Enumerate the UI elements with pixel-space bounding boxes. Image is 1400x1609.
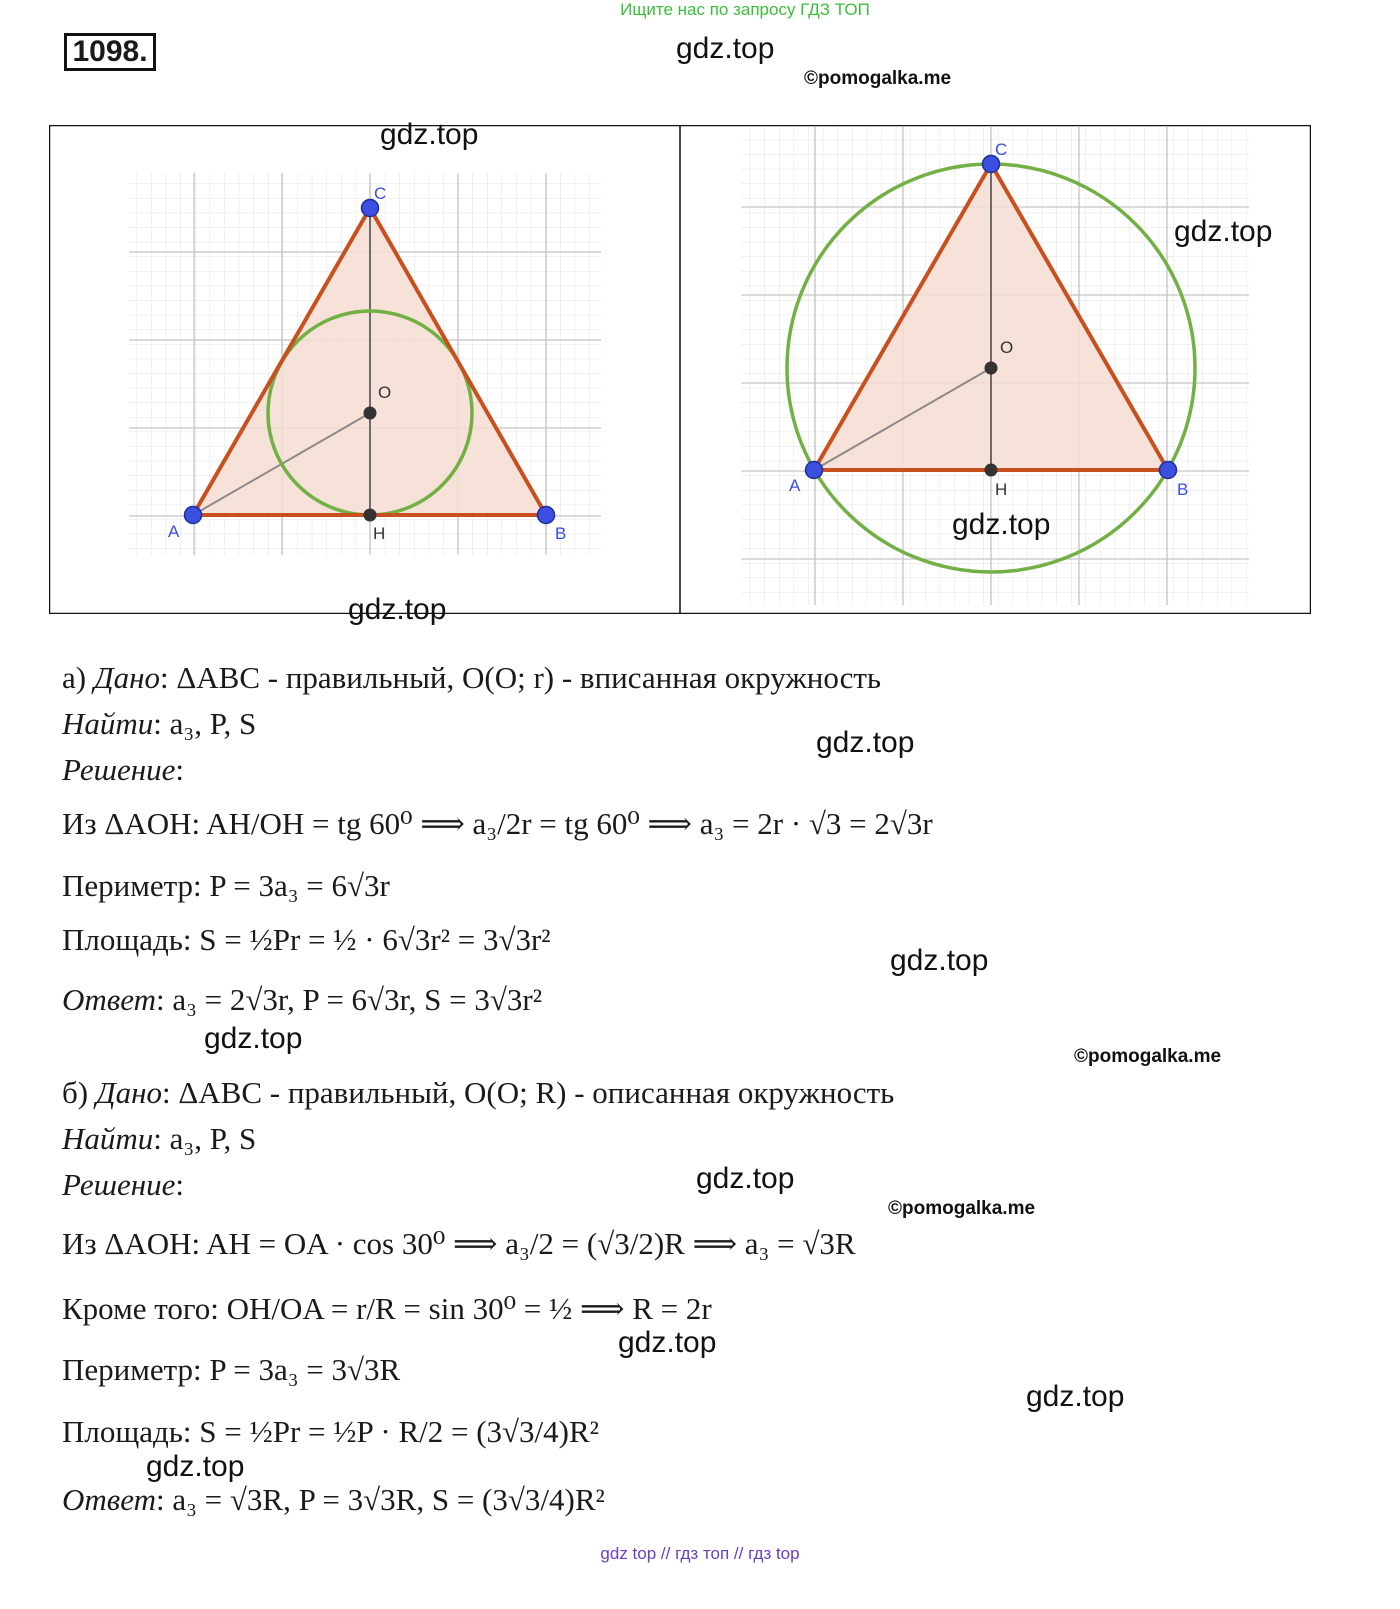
label-o: O: [1000, 338, 1014, 357]
watermark: gdz.top: [1026, 1380, 1125, 1413]
label-b: B: [1177, 480, 1189, 499]
part-b-line3: Периметр: P = 3a₃ = 3√3R: [62, 1352, 401, 1387]
part-b-answer: Ответ: a₃ = √3R, P = 3√3R, S = (3√3/4)R²: [62, 1482, 605, 1517]
watermark: gdz.top: [816, 726, 915, 759]
part-a-answer: Ответ: a₃ = 2√3r, P = 6√3r, S = 3√3r²: [62, 982, 543, 1017]
watermark: gdz.top: [1174, 215, 1273, 248]
point-h: [985, 464, 998, 477]
label-c: C: [995, 140, 1008, 159]
point-a: [185, 507, 202, 524]
label-a: A: [789, 476, 801, 495]
part-a-line1: Из ΔAOH: AH/OH = tg 60⁰ ⟹ a₃/2r = tg 60⁰ ⟹ a₃ = 2r · √3 = 2√3r: [62, 806, 933, 841]
watermark: gdz.top: [696, 1162, 795, 1195]
part-b-line1: Из ΔAOH: AH = OA · cos 30⁰ ⟹ a₃/2 = (√3/2)R ⟹ a₃ = √3R: [62, 1226, 856, 1261]
figures-panel: [49, 125, 1311, 614]
copyright: ©pomogalka.me: [804, 68, 952, 89]
part-a-solution-heading: Решение:: [62, 752, 184, 787]
watermark: gdz.top: [380, 118, 479, 151]
part-a-find: Найти: a₃, P, S: [62, 706, 257, 741]
point-o: [985, 362, 998, 375]
point-b: [1160, 462, 1177, 479]
watermark: gdz.top: [146, 1450, 245, 1483]
part-b-find: Найти: a₃, P, S: [62, 1121, 257, 1156]
task-number: 1098.: [64, 33, 156, 71]
watermark: gdz.top: [952, 508, 1051, 541]
watermark: gdz.top: [204, 1022, 303, 1055]
point-o: [364, 407, 377, 420]
search-promo: Ищите нас по запросу ГДЗ ТОП: [620, 0, 870, 19]
label-h: H: [995, 480, 1008, 499]
label-c: C: [374, 184, 387, 203]
part-b-line4: Площадь: S = ½Pr = ½P · R/2 = (3√3/4)R²: [62, 1414, 599, 1449]
watermark: gdz.top: [676, 32, 775, 65]
copyright: ©pomogalka.me: [888, 1198, 1036, 1219]
watermark: gdz.top: [890, 944, 989, 977]
watermark: gdz.top: [618, 1326, 717, 1359]
part-a-line3: Площадь: S = ½Pr = ½ · 6√3r² = 3√3r²: [62, 922, 551, 957]
point-a: [806, 462, 823, 479]
figure-inscribed: [129, 173, 601, 555]
part-a-line2: Периметр: P = 3a₃ = 6√3r: [62, 868, 390, 903]
label-h: H: [373, 524, 386, 543]
point-h: [364, 509, 377, 522]
copyright: ©pomogalka.me: [1074, 1046, 1222, 1067]
part-b-line2: Кроме того: OH/OA = r/R = sin 30⁰ = ½ ⟹ R = 2r: [62, 1291, 712, 1326]
point-b: [538, 507, 555, 524]
label-b: B: [555, 524, 567, 543]
part-a-given: а) Дано: ΔABC - правильный, O(O; r) - вписанная окружность: [62, 660, 882, 695]
label-o: O: [378, 383, 392, 402]
part-b-given: б) Дано: ΔABC - правильный, O(O; R) - описанная окружность: [62, 1075, 895, 1110]
part-b-solution-heading: Решение:: [62, 1167, 184, 1202]
footer-links: gdz top // гдз топ // гдз top: [600, 1544, 800, 1563]
watermark: gdz.top: [348, 593, 447, 626]
label-a: A: [168, 522, 180, 541]
